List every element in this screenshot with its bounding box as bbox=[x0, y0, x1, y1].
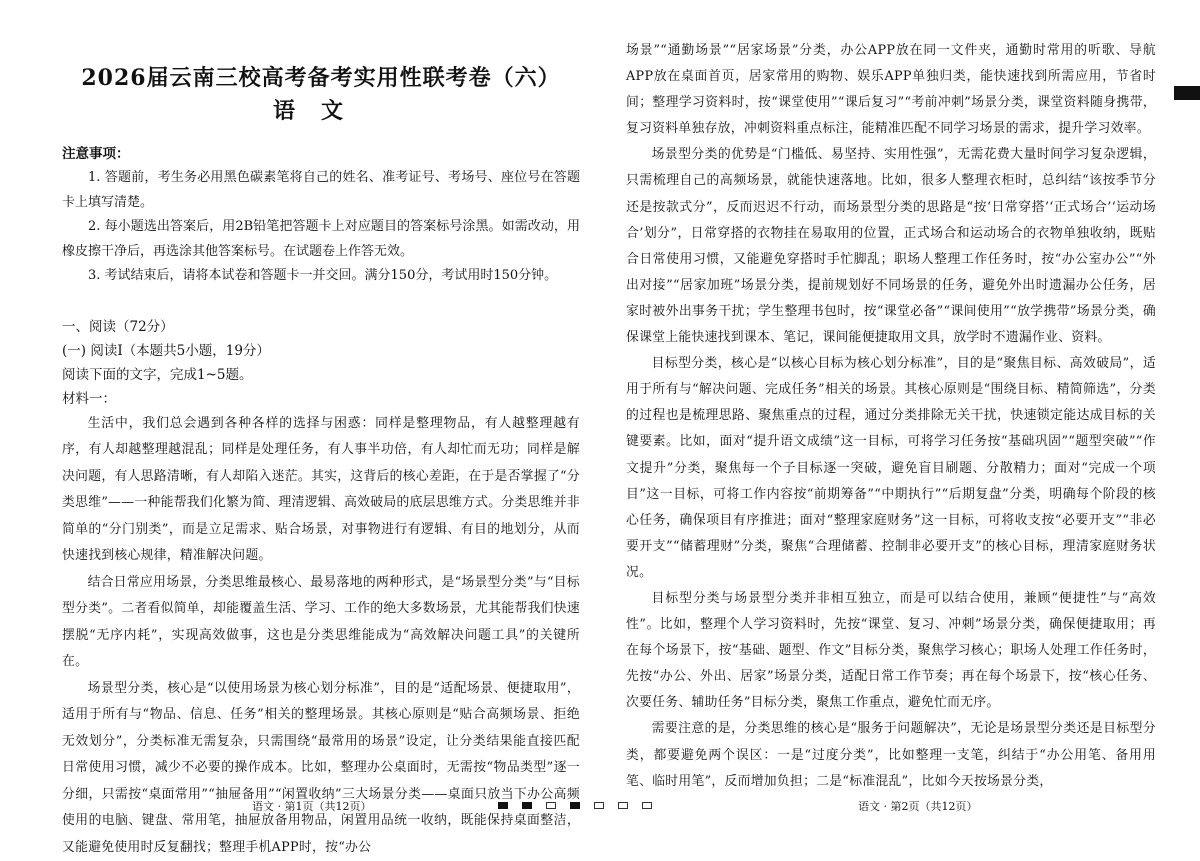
alignment-mark bbox=[522, 802, 532, 809]
material-label: 材料一： bbox=[62, 387, 580, 411]
section-heading: 一、阅读（72分） bbox=[62, 315, 580, 339]
paragraph-continued: 场景”“通勤场景”“居家场景”分类，办公APP放在同一文件夹，通勤时常用的听歌、导航APP放在桌面首页，居家常用的购物、娱乐APP单独归类，能快速找到所需应用，节省时间；整理学习资料时，按“课堂使用”“课后复习”“考前冲刺”场景分类，课堂资料随身携带，复习资料单独存放，冲刺资料重点标注，能精准匹配不同学习场景的需求，提升学习效率。 bbox=[626, 38, 1156, 142]
paragraph: 结合日常应用场景，分类思维最核心、最易落地的两种形式，是“场景型分类”与“目标型分类”。二者看似简单，却能覆盖生活、学习、工作的绝大多数场景，尤其能帮我们快速摆脱“无序内耗”，实现高效做事，这也是分类思维能成为“高效解决问题工具”的关键所在。 bbox=[62, 570, 580, 676]
paragraph: 需要注意的是，分类思维的核心是“服务于问题解决”，无论是场景型分类还是目标型分类，都要避免两个误区：一是“过度分类”，比如整理一支笔，纠结于“办公用笔、备用用笔、临时用笔”，反而增加负担；二是“标准混乱”，比如今天按场景分类， bbox=[626, 716, 1156, 794]
alignment-marks bbox=[498, 802, 652, 809]
exam-title: 2026届云南三校高考备考实用性联考卷（六） bbox=[62, 62, 580, 94]
alignment-mark bbox=[570, 802, 580, 809]
paragraph: 目标型分类与场景型分类并非相互独立，而是可以结合使用，兼顾“便捷性”与“高效性”。比如，整理个人学习资料时，先按“课堂、复习、冲刺”场景分类，确保便捷取用；再在每个场景下，按“基础、题型、作文”目标分类，聚焦学习核心；职场人处理工作任务时，先按“办公、外出、居家”场景分类，适配日常工作节奏；再在每个场景下，按“核心任务、次要任务、辅助任务”目标分类，聚焦工作重点，避免忙而无序。 bbox=[626, 586, 1156, 716]
page-footer-right: 语文 · 第2页（共12页） bbox=[858, 799, 978, 815]
alignment-mark bbox=[546, 802, 556, 809]
paragraph: 场景型分类的优势是“门槛低、易坚持、实用性强”，无需花费大量时间学习复杂逻辑，只需梳理自己的高频场景，就能快速落地。比如，很多人整理衣柜时，总纠结“该按季节分还是按款式分”，反而迟迟不行动，而场景型分类的思路是“按‘日常穿搭’‘正式场合’‘运动场合’划分”，日常穿搭的衣物挂在易取用的位置，正式场合和运动场合的衣物单独收纳，既贴合日常使用习惯，又能避免穿搭时手忙脚乱；职场人整理工作任务时，按“办公室办公”“外出对接”“居家加班”场景分类，提前规划好不同场景的任务，避免外出时遗漏办公任务，居家时被外出事务干扰；学生整理书包时，按“课堂必备”“课间使用”“放学携带”场景分类，确保课堂上能快速找到课本、笔记，课间能便捷取用文具，放学时不遗漏作业、资料。 bbox=[626, 142, 1156, 351]
alignment-mark bbox=[618, 802, 628, 809]
alignment-mark bbox=[498, 802, 508, 809]
paragraph: 生活中，我们总会遇到各种各样的选择与困惑：同样是整理物品，有人越整理越有序，有人却越整理越混乱；同样是处理任务，有人事半功倍，有人却忙而无功；同样是解决问题，有人思路清晰，有人却陷入迷茫。其实，这背后的核心差距，在于是否掌握了“分类思维”——一种能帮我们化繁为简、理清逻辑、高效破局的底层思维方式。分类思维并非简单的“分门别类”，而是立足需求、贴合场景，对事物进行有逻辑、有目的地划分，从而快速找到核心规律，精准解决问题。 bbox=[62, 411, 580, 570]
sub-heading: (一) 阅读Ⅰ（本题共5小题，19分） bbox=[62, 339, 580, 363]
alignment-mark bbox=[642, 802, 652, 809]
right-page bbox=[600, 0, 1200, 826]
page-footer-left: 语文 · 第1页（共12页） bbox=[252, 799, 372, 815]
alignment-mark bbox=[594, 802, 604, 809]
notice-item-3: 3. 考试结束后，请将本试卷和答题卡一并交回。满分150分，考试用时150分钟。 bbox=[62, 264, 580, 289]
notice-heading: 注意事项： bbox=[62, 142, 580, 166]
subject-title: 语文 bbox=[62, 96, 580, 126]
instruction: 阅读下面的文字，完成1~5题。 bbox=[62, 363, 580, 387]
paragraph: 目标型分类，核心是“以核心目标为核心划分标准”，目的是“聚焦目标、高效破局”，适用于所有与“解决问题、完成任务”相关的场景。其核心原则是“围绕目标、精简筛选”，分类的过程也是梳理思路、聚焦重点的过程，通过分类排除无关干扰，快速锁定能达成目标的关键要素。比如，面对“提升语文成绩”这一目标，可将学习任务按“基础巩固”“题型突破”“作文提升”分类，聚焦每一个子目标逐一突破，避免盲目刷题、分散精力；面对“完成一个项目”这一目标，可将工作内容按“前期筹备”“中期执行”“后期复盘”分类，明确每个阶段的核心任务，确保项目有序推进；面对“整理家庭财务”这一目标，可将收支按“必要开支”“非必要开支”“储蓄理财”分类，聚焦“合理储蓄、控制非必要开支”的核心目标，理清家庭财务状况。 bbox=[626, 351, 1156, 586]
left-page bbox=[0, 0, 600, 826]
notice-item-1: 1. 答题前，考生务必用黑色碳素笔将自己的姓名、准考证号、考场号、座位号在答题卡上填写清楚。 bbox=[62, 166, 580, 215]
paragraph: 场景型分类，核心是“以使用场景为核心划分标准”，目的是“适配场景、便捷取用”，适用于所有与“物品、信息、任务”相关的整理场景。其核心原则是“贴合高频场景、拒绝无效划分”，分类标准无需复杂，只需围绕“最常用的场景”设定，让分类结果能直接匹配日常使用习惯，减少不必要的操作成本。比如，整理办公桌面时，无需按“物品类型”逐一分细，只需按“桌面常用”“抽屉备用”“闲置收纳”三大场景分类——桌面只放当下办公高频使用的电脑、键盘、常用笔，抽屉放备用物品，闲置用品统一收纳，既能保持桌面整洁，又能避免使用时反复翻找；整理手机APP时，按“办公 bbox=[62, 676, 580, 861]
notice-item-2: 2. 每小题选出答案后，用2B铅笔把答题卡上对应题目的答案标号涂黑。如需改动，用橡皮擦干净后，再选涂其他答案标号。在试题卷上作答无效。 bbox=[62, 215, 580, 264]
edge-registration-mark bbox=[1174, 86, 1200, 100]
